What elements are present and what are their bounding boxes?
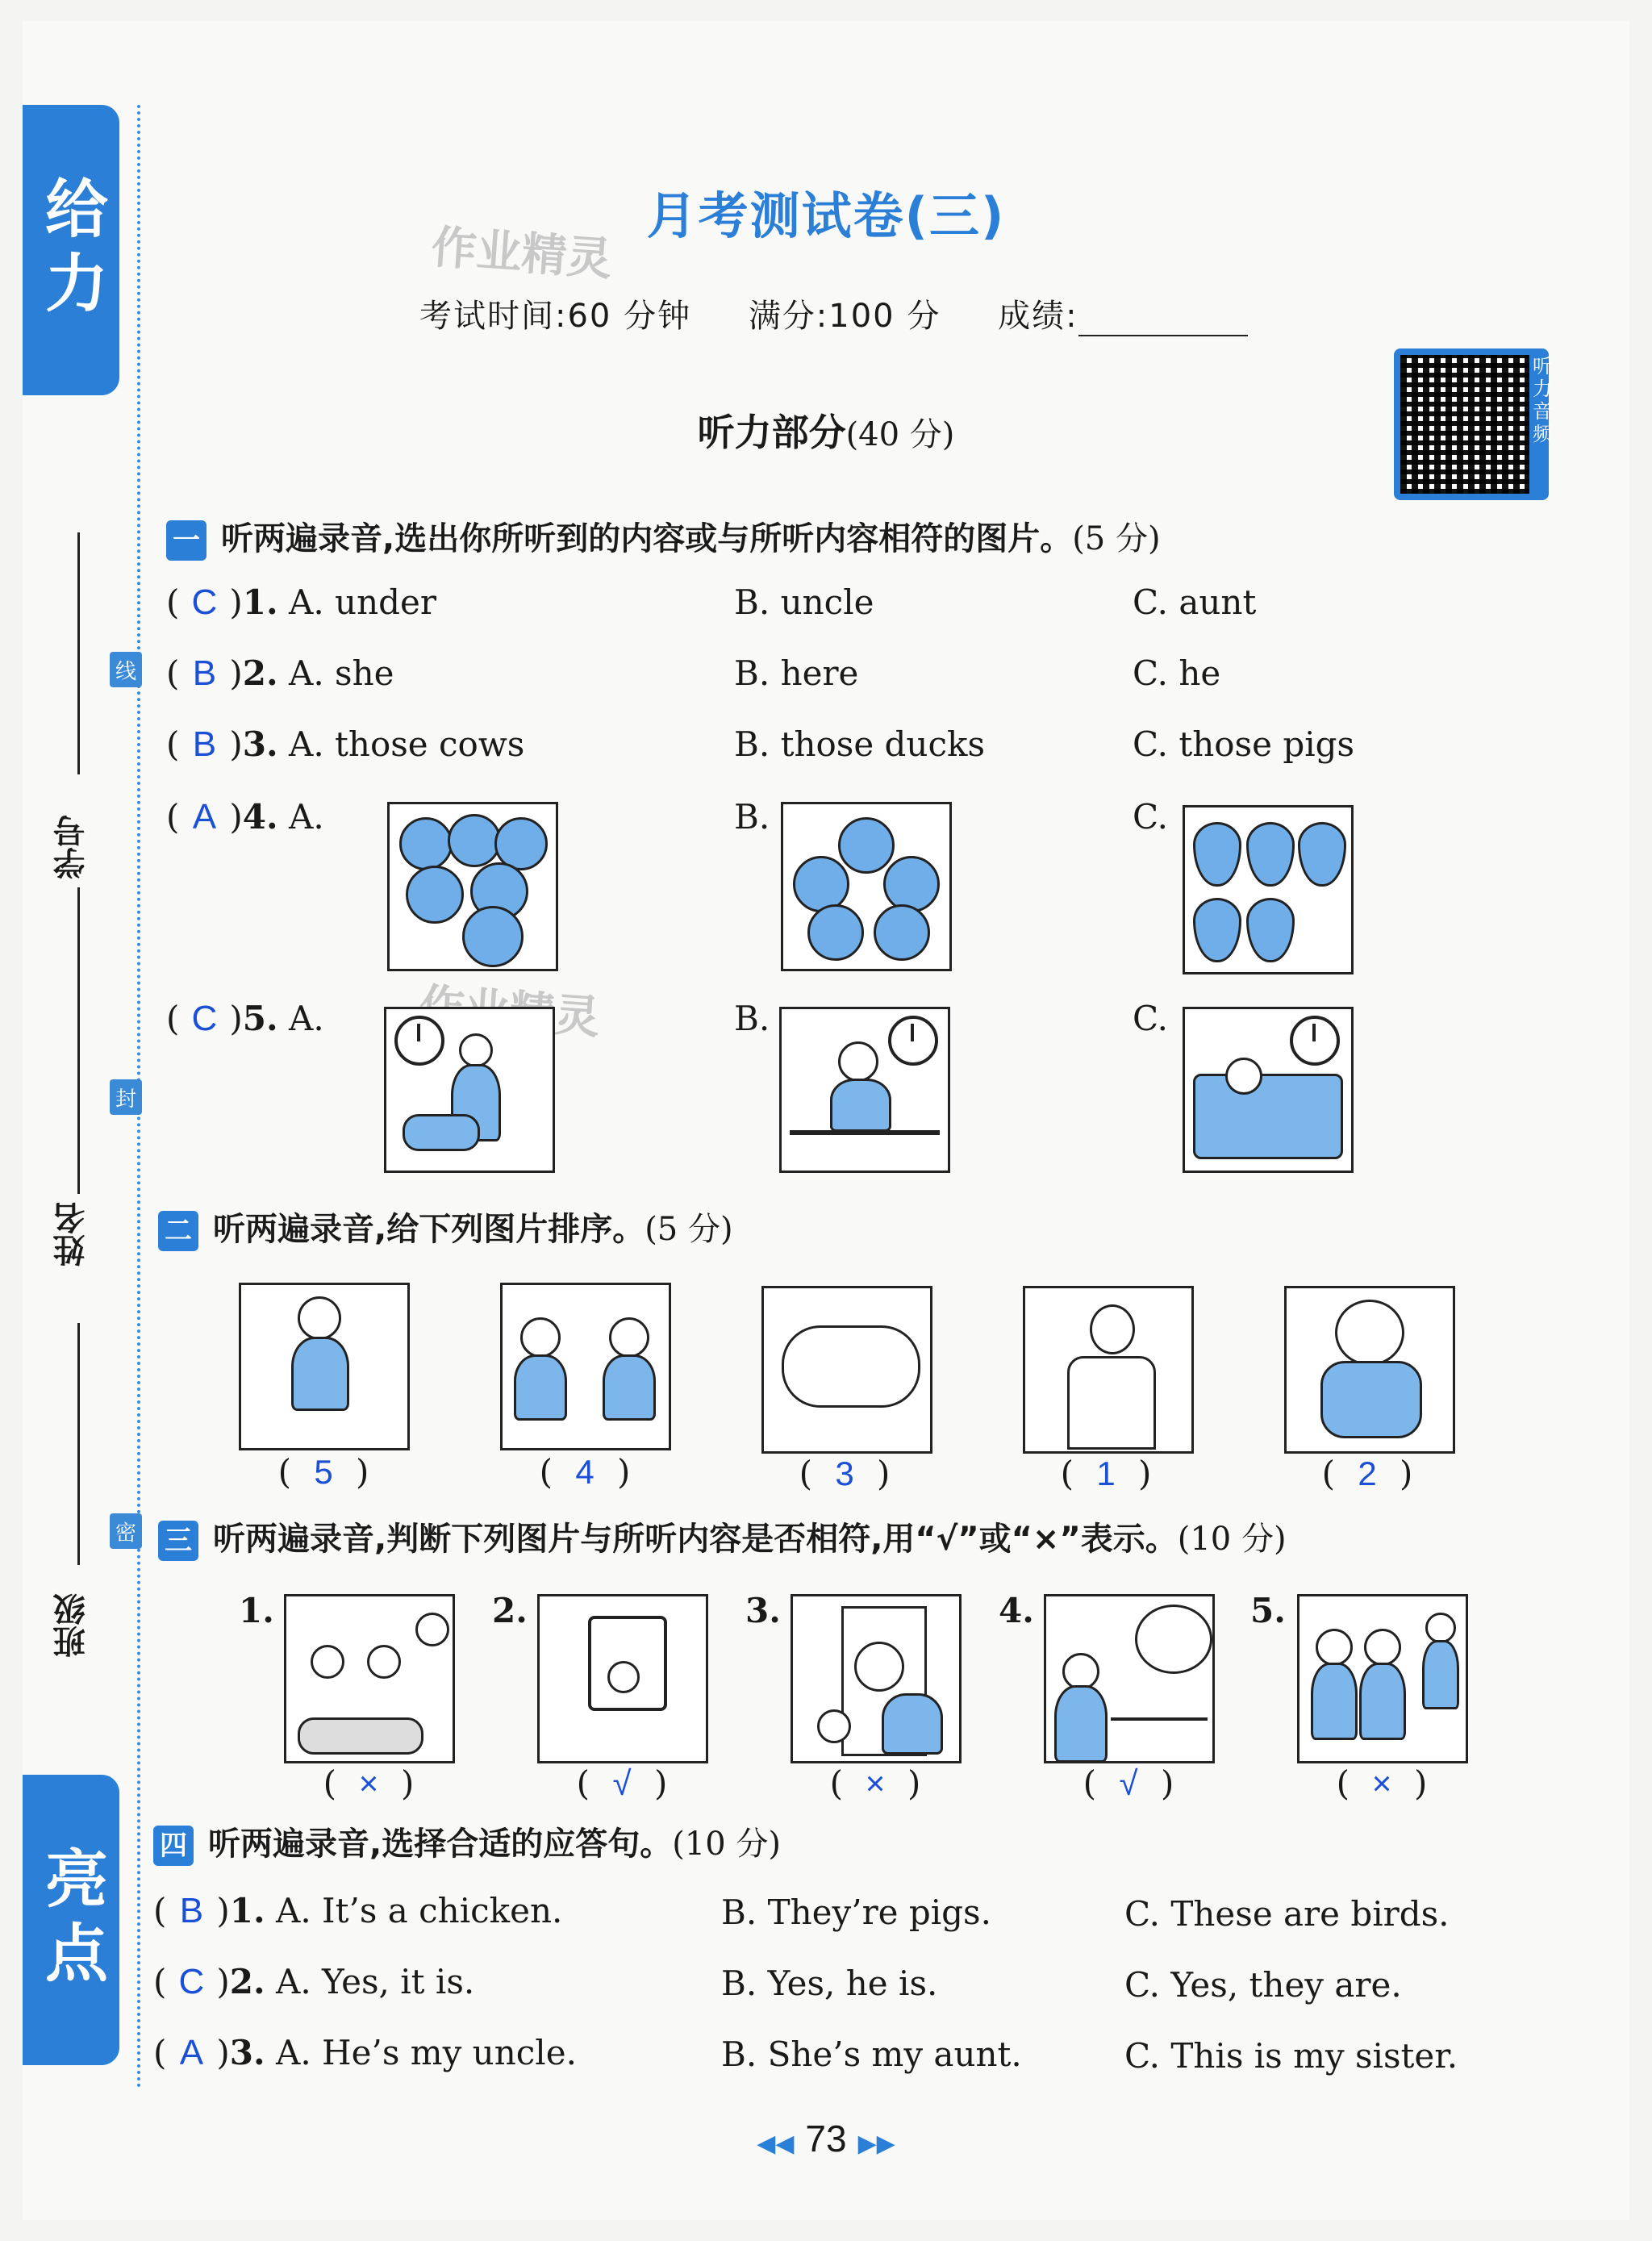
question-number: 2.: [242, 653, 278, 693]
listening-header-points: (40 分): [845, 416, 955, 453]
side-line: [77, 1323, 80, 1565]
answer: ×: [865, 1764, 886, 1802]
side-badge-xian: 线: [110, 652, 142, 687]
question-number: 1.: [242, 582, 278, 622]
s4-question-3: ( A )3. A. He’s my uncle.: [153, 2033, 577, 2072]
option-a: A. He’s my uncle.: [276, 2033, 577, 2072]
section3-points: (10 分): [1177, 1521, 1287, 1558]
s1-question-4: ( A )4. A.: [166, 797, 324, 837]
s2-answer-1: ( 5 ): [277, 1452, 369, 1492]
prev-arrow-icon[interactable]: ◀◀: [757, 2130, 795, 2157]
girl-head: [609, 1317, 649, 1358]
section4-points: (10 分): [672, 1826, 782, 1863]
s3-item-number: [999, 1591, 1034, 1630]
s4-question-1: ( B )1. A. It’s a chicken.: [153, 1891, 563, 1930]
section2-number: 二: [158, 1211, 198, 1251]
answer: B: [192, 724, 217, 764]
answer: ×: [358, 1764, 379, 1802]
two-girls-picture: [500, 1283, 671, 1450]
option-c: C.: [1133, 797, 1168, 837]
cat-head: [854, 1642, 904, 1692]
apple-icon: [607, 1661, 640, 1693]
side-tab-top: 给力: [23, 105, 119, 395]
option-b: B.: [734, 999, 770, 1038]
question-number: 3.: [242, 724, 278, 764]
s3-item-number: [492, 1591, 528, 1630]
mouse-head: [817, 1709, 851, 1743]
s1-question-1: ( C )1. A. under: [166, 582, 436, 622]
chair-apple-picture: [537, 1594, 708, 1763]
option-c: C. those pigs: [1133, 724, 1355, 764]
pig-picture: [761, 1286, 932, 1454]
s3-answer-2: ( √ ): [576, 1763, 668, 1803]
option-c: C. he: [1133, 653, 1221, 693]
answer: B: [192, 653, 217, 693]
man-outdoors-picture: [1044, 1594, 1215, 1763]
strong-man-picture: [1023, 1286, 1194, 1454]
side-line: [77, 887, 80, 1194]
section2-points: (5 分): [645, 1211, 733, 1248]
option-c: C. Yes, they are.: [1124, 1965, 1402, 2005]
side-label-xingming: 姓名: [53, 1202, 90, 1267]
option-a: A.: [289, 999, 324, 1038]
orange-icon: [462, 906, 524, 967]
pear-icon: [1298, 822, 1346, 887]
s2-answer-3: ( 3 ): [799, 1454, 891, 1493]
baby-picture: [1284, 1286, 1455, 1454]
s1-question-2: ( B )2. A. she: [166, 653, 394, 693]
apple-icon: [807, 904, 864, 961]
s3-answer-3: ( × ): [829, 1763, 921, 1803]
s1-question-5: ( C )5. A.: [166, 999, 324, 1038]
girl-figure: [603, 1354, 656, 1421]
exam-full-score: 满分:100 分: [748, 298, 941, 335]
answer: B: [179, 1891, 204, 1930]
boy-figure: [830, 1079, 891, 1132]
tree-icon: [1135, 1605, 1212, 1674]
qr-label: 听力音频: [1533, 355, 1552, 445]
baby-head: [1335, 1300, 1404, 1366]
answer: ×: [1371, 1764, 1392, 1802]
answer: C: [191, 999, 218, 1038]
answer: A: [179, 2033, 204, 2072]
option-a: A. under: [289, 582, 436, 622]
s2-answer-2: ( 4 ): [539, 1452, 631, 1492]
girl-figure: [1422, 1640, 1459, 1709]
question-number: 1.: [229, 1891, 265, 1930]
clock-icon: [1290, 1016, 1340, 1066]
option-b: B. uncle: [734, 582, 874, 622]
man-figure: [1067, 1356, 1156, 1450]
s3-answer-5: ( × ): [1336, 1763, 1428, 1803]
farmer-head: [415, 1613, 449, 1646]
s3-item-number: [1250, 1591, 1286, 1630]
answer: √: [1119, 1764, 1138, 1802]
two-boys-girl-picture: [1297, 1594, 1468, 1763]
option-a: A. those cows: [289, 724, 525, 764]
exam-time: 考试时间:60 分钟: [419, 298, 692, 335]
option-c: C.: [1133, 999, 1168, 1038]
s1-question-3: ( B )3. A. those cows: [166, 724, 525, 764]
option-b: B. Yes, he is.: [721, 1963, 938, 2003]
answer: C: [191, 582, 218, 622]
apple-icon: [883, 856, 940, 912]
option-b: B. They’re pigs.: [721, 1893, 991, 1932]
child-head: [311, 1645, 344, 1679]
orange-icon: [406, 866, 464, 924]
table: [790, 1130, 940, 1135]
s4-question-2: ( C )2. A. Yes, it is.: [153, 1962, 475, 2001]
option-b: B.: [734, 797, 770, 837]
answer: 3: [835, 1454, 854, 1492]
bed: [1193, 1074, 1343, 1159]
item-number: 1.: [239, 1591, 274, 1630]
section4-text: 听两遍录音,选择合适的应答句。: [208, 1826, 673, 1863]
boy-figure: [1311, 1663, 1358, 1740]
page-number: [0, 2117, 1652, 2160]
pears-picture: [1183, 805, 1354, 974]
apple-icon: [793, 856, 849, 912]
pear-icon: [1193, 822, 1241, 887]
question-number: 4.: [242, 797, 278, 837]
answer: 5: [314, 1453, 333, 1491]
section2-text: 听两遍录音,给下列图片排序。: [213, 1211, 645, 1248]
apples-picture: [781, 802, 952, 971]
page-number-text: 73: [805, 2118, 847, 2160]
girl-figure: [514, 1354, 567, 1421]
answer: √: [612, 1764, 632, 1802]
pear-icon: [1246, 898, 1295, 962]
mother-head: [459, 1033, 493, 1067]
option-b: B. She’s my aunt.: [721, 2034, 1022, 2074]
fence: [1111, 1717, 1208, 1721]
option-a: A. It’s a chicken.: [276, 1891, 563, 1930]
question-number: 5.: [242, 999, 278, 1038]
answer: 1: [1096, 1454, 1116, 1492]
answer: C: [178, 1962, 205, 2001]
pear-icon: [1193, 898, 1241, 962]
option-a: A. she: [289, 653, 394, 693]
man-head: [1090, 1304, 1135, 1354]
baby-figure: [1320, 1361, 1422, 1438]
orange-icon: [399, 817, 453, 870]
option-c: C. These are birds.: [1124, 1894, 1450, 1934]
section3-text: 听两遍录音,判断下列图片与所听内容是否相符,用“√”或“×”表示。: [213, 1521, 1178, 1558]
section4-number: 四: [153, 1826, 194, 1866]
page-title: 月考测试卷(三): [646, 186, 1006, 245]
cat-figure: [882, 1693, 943, 1755]
question-number: 2.: [229, 1962, 265, 2001]
item-number: 4.: [999, 1591, 1034, 1630]
section1-text: 听两遍录音,选出你所听到的内容或与所听内容相符的图片。: [221, 520, 1073, 557]
option-b: B. those ducks: [734, 724, 986, 764]
option-c: C. This is my sister.: [1124, 2036, 1458, 2076]
option-c: C. aunt: [1133, 582, 1257, 622]
boy-head: [1316, 1629, 1353, 1666]
listening-header-text: 听力部分: [697, 411, 846, 454]
girl-head: [298, 1296, 341, 1340]
oranges-picture: [387, 802, 558, 971]
girl-head: [1425, 1613, 1456, 1643]
child-in-bed: [403, 1114, 480, 1151]
girl-figure: [291, 1337, 349, 1411]
item-number: 5.: [1250, 1591, 1286, 1630]
section2-heading: [158, 1204, 733, 1251]
farm-animals-picture: [284, 1594, 455, 1763]
side-badge-mi: 密: [110, 1513, 142, 1549]
question-number: 3.: [229, 2033, 265, 2072]
score-blank[interactable]: [1078, 303, 1248, 336]
side-tab-bottom: 亮点: [23, 1775, 119, 2065]
pigs-group: [298, 1717, 423, 1755]
apple-icon: [838, 817, 895, 874]
sleeping-picture: [1183, 1007, 1354, 1173]
item-number: 2.: [492, 1591, 528, 1630]
s2-answer-4: ( 1 ): [1060, 1454, 1152, 1493]
section3-number: 三: [158, 1521, 198, 1561]
boy-figure: [1359, 1663, 1406, 1740]
exam-score-label: 成绩:: [998, 298, 1078, 335]
exam-info: [419, 290, 1293, 336]
breakfast-picture: [779, 1007, 950, 1173]
side-label-xuehao: 学号: [53, 815, 90, 879]
girl-head: [520, 1317, 561, 1358]
side-label-banji: 班级: [53, 1593, 90, 1658]
man-figure: [1054, 1685, 1108, 1763]
s3-item-number: [745, 1591, 781, 1630]
apple-icon: [874, 904, 930, 961]
clock-icon: [394, 1016, 444, 1066]
section4-heading: [153, 1818, 781, 1866]
section1-points: (5 分): [1072, 520, 1161, 557]
s2-answer-5: ( 2 ): [1321, 1454, 1413, 1493]
child-head: [1225, 1058, 1262, 1095]
option-b: B. here: [734, 653, 859, 693]
girl-waving-picture: [239, 1283, 410, 1450]
child-head: [367, 1645, 401, 1679]
side-line: [77, 532, 80, 774]
s3-answer-4: ( √ ): [1083, 1763, 1174, 1803]
item-number: 3.: [745, 1591, 781, 1630]
next-arrow-icon[interactable]: ▶▶: [857, 2130, 895, 2157]
watermark: 作业精灵: [429, 221, 614, 286]
orange-icon: [448, 814, 501, 867]
side-badge-feng: 封: [110, 1079, 142, 1115]
section1-number: 一: [166, 520, 206, 561]
clock-icon: [888, 1016, 938, 1066]
listening-header: [0, 403, 1652, 457]
section3-heading: [158, 1513, 1287, 1561]
section1-heading: [166, 513, 1161, 561]
s3-item-number: [239, 1591, 274, 1630]
pear-icon: [1246, 822, 1295, 887]
morning-wakeup-picture: [384, 1007, 555, 1173]
answer: 4: [575, 1453, 594, 1491]
answer: 2: [1358, 1454, 1377, 1492]
boy-head: [1364, 1629, 1401, 1666]
s3-answer-1: ( × ): [323, 1763, 415, 1803]
pig-icon: [782, 1325, 920, 1408]
answer: A: [192, 797, 217, 837]
option-a: A.: [289, 797, 324, 837]
option-a: A. Yes, it is.: [276, 1962, 475, 2001]
cat-mouse-picture: [791, 1594, 962, 1763]
boy-head: [838, 1041, 878, 1082]
